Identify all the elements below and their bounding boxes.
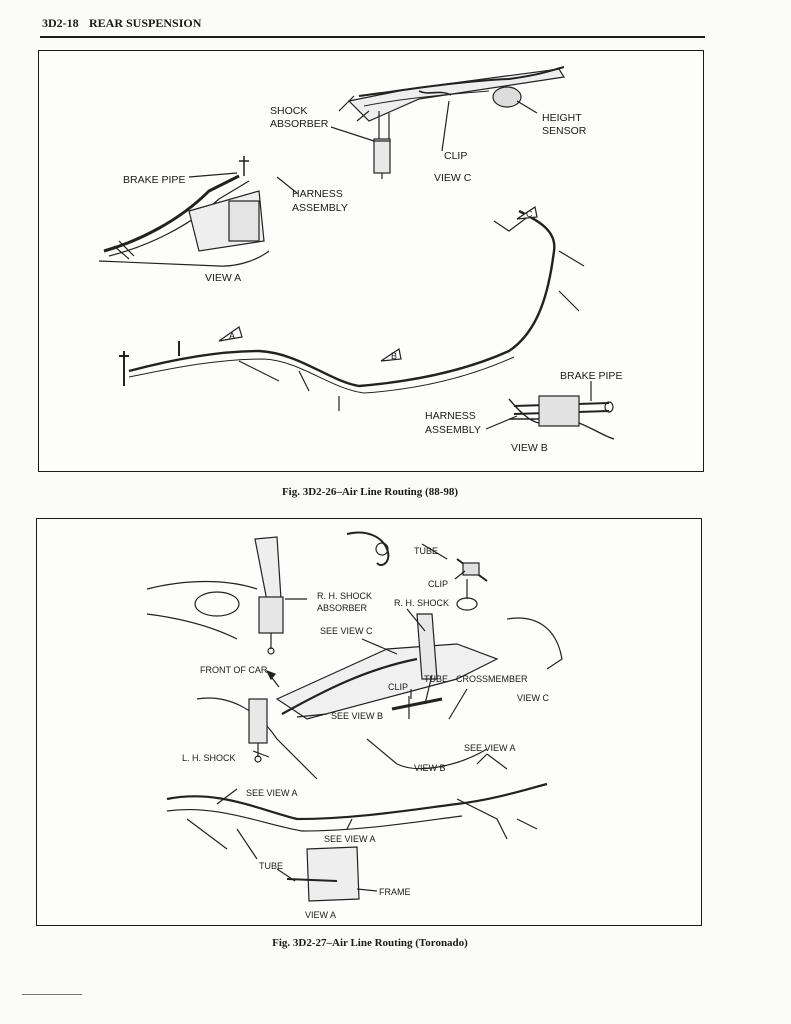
section-title: REAR SUSPENSION (89, 16, 202, 30)
figure1-illustration (39, 51, 703, 471)
label-front-of-car: FRONT OF CAR (200, 665, 268, 675)
label-clip-mid: CLIP (388, 682, 409, 692)
label-height-sensor-1: HEIGHT (542, 112, 582, 124)
label-height-sensor-2: SENSOR (542, 125, 587, 137)
label-harness-assembly-b-2: ASSEMBLY (425, 424, 481, 436)
label-see-view-a-mid: SEE VIEW A (324, 834, 376, 844)
view-c-drawing (339, 67, 564, 179)
page-number: 3D2-18 (42, 16, 79, 30)
page-header (40, 14, 705, 38)
view-a-drawing (99, 156, 269, 266)
label-see-view-c: SEE VIEW C (320, 626, 373, 636)
label-brake-pipe-a: BRAKE PIPE (123, 174, 186, 186)
label-tube-bottom: TUBE (259, 861, 284, 871)
label-view-a: VIEW A (205, 272, 242, 284)
view-b-drawing (509, 396, 614, 439)
label-rh-shock-absorber-1: R. H. SHOCK (317, 591, 373, 601)
label-see-view-b: SEE VIEW B (331, 711, 384, 721)
crossmember-drawing (197, 614, 562, 779)
label-brake-pipe-b: BRAKE PIPE (560, 370, 623, 382)
footer-rule (22, 994, 82, 995)
callout-a: A (229, 331, 236, 341)
callout-c: C (526, 209, 533, 219)
label-rh-shock: R. H. SHOCK (394, 598, 450, 608)
label-view-c: VIEW C (434, 172, 472, 184)
label-shock-absorber-2: ABSORBER (270, 118, 329, 130)
label-harness-assembly-a-2: ASSEMBLY (292, 202, 348, 214)
label-view-a-fig2: VIEW A (305, 910, 337, 920)
main-route-drawing (119, 211, 584, 411)
label-crossmember: CROSSMEMBER (456, 674, 528, 684)
callout-b: B (391, 351, 398, 361)
label-shock-absorber-1: SHOCK (270, 105, 308, 117)
label-see-view-a-right: SEE VIEW A (464, 743, 516, 753)
label-tube-mid: TUBE (424, 674, 449, 684)
label-view-b: VIEW B (511, 442, 548, 454)
label-see-view-a-left: SEE VIEW A (246, 788, 298, 798)
figure-air-line-routing-toronado (36, 518, 702, 926)
label-view-c-fig2: VIEW C (517, 693, 550, 703)
label-tube-top: TUBE (414, 546, 439, 556)
figure-air-line-routing-88-98 (38, 50, 704, 472)
figure2-illustration (37, 519, 701, 925)
label-harness-assembly-a-1: HARNESS (292, 188, 343, 200)
label-harness-assembly-b-1: HARNESS (425, 410, 476, 422)
label-clip: CLIP (444, 150, 468, 162)
figure2-caption: Fig. 3D2-27–Air Line Routing (Toronado) (272, 937, 468, 949)
label-view-b-fig2: VIEW B (414, 763, 446, 773)
label-lh-shock: L. H. SHOCK (182, 753, 236, 763)
label-clip-top: CLIP (428, 579, 449, 589)
label-frame: FRAME (379, 887, 411, 897)
rh-shock-drawing (147, 537, 283, 654)
label-rh-shock-absorber-2: ABSORBER (317, 603, 368, 613)
figure1-caption: Fig. 3D2-26–Air Line Routing (88-98) (281, 486, 459, 498)
